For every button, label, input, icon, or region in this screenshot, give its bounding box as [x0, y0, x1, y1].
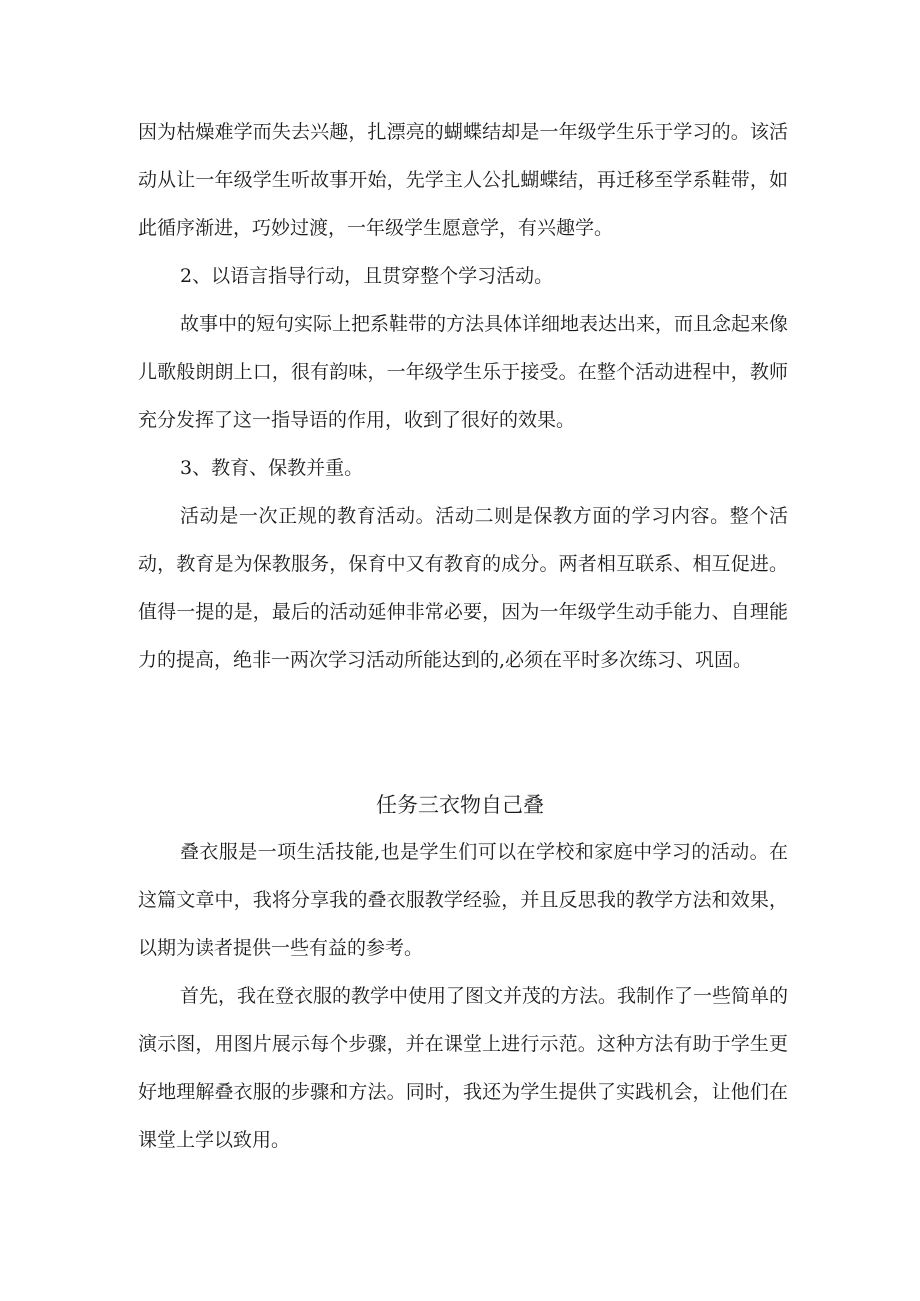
paragraph-method: 首先，我在登衣服的教学中使用了图文并茂的方法。我制作了一些简单的演示图，用图片展示每个步骤，并在课堂上进行示范。这种方法有助于学生更好地理解叠衣服的步骤和方法。同时，我还为学生提供了实践机会，让他们在课堂上学以致用。 — [138, 985, 789, 1151]
paragraph-continuation: 因为枯燥难学而失去兴趣，扎漂亮的蝴蝶结却是一年级学生乐于学习的。该活动从让一年级学生听故事开始，先学主人公扎蝴蝶结，再迁移至学系鞋带，如此循序渐进，巧妙过渡，一年级学生愿意学，有兴趣学。 — [138, 121, 788, 239]
heading-point-2: 2、以语言指导行动，且贯穿整个学习活动。 — [180, 265, 554, 287]
heading-point-3: 3、教育、保教并重。 — [180, 457, 364, 479]
section-title: 任务三衣物自己叠 — [376, 793, 544, 817]
paragraph-intro: 叠衣服是一项生活技能,也是学生们可以在学校和家庭中学习的活动。在这篇文章中，我将分享我的叠衣服教学经验，并且反思我的教学方法和效果，以期为读者提供一些有益的参考。 — [138, 841, 788, 959]
paragraph-point-3-body: 活动是一次正规的教育活动。活动二则是保教方面的学习内容。整个活动，教育是为保教服务，保育中又有教育的成分。两者相互联系、相互促进。值得一提的是，最后的活动延伸非常必要，因为一年级学生动手能力、自理能力的提高，绝非一两次学习活动所能达到的,必须在平时多次练习、巩固。 — [138, 505, 788, 671]
paragraph-point-2-body: 故事中的短句实际上把系鞋带的方法具体详细地表达出来，而且念起来像儿歌般朗朗上口，很有韵味，一年级学生乐于接受。在整个活动进程中，教师充分发挥了这一指导语的作用，收到了很好的效果。 — [138, 313, 789, 431]
